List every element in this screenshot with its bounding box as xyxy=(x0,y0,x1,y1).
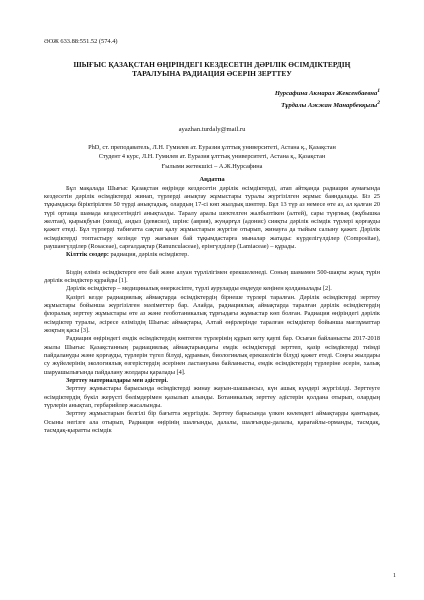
author-line xyxy=(44,99,380,111)
body-paragraph: Радиация өңіріндегі емдік өсімдіктердің көптеген түрлерінің құрып кету қаупі бар. Осыған байланысты 2017-2018 жылы Шығыс Қазақстанның радиациялық аймақтарындағы емдік өсімдіктерді зерттеп, қазір өсімдіктерді тиімді пайдалануды және қорғауды, түрлерін түгел білуді, құрамын, биологиялық ерекшелігін білуді қажет етеді. Соңғы жылдары су жүйелерінің экологиялық өзгерістердің әсерінен ластануына байланысты, емдік өсімдіктердің түрлеріне әсерін, халық шаруашылығында пайдалану жолдары қаралады [4]. xyxy=(44,335,380,376)
author-sup: 1 xyxy=(377,88,380,95)
paper-title xyxy=(44,60,380,78)
author-name: Нурсафина Акмарал Жексенбаевна xyxy=(274,90,378,98)
methods-heading: Зерттеу материалдары мен әдістері. xyxy=(66,377,168,385)
body-paragraph: Қазіргі кезде радиациялық аймақтарда өсімдіктердің бірнеше түрлері таралған. Дәрілік өсімдіктерді зерттеу жұмыстары бойынша жүргізілген мәліметтер бар. Алайда, радиациялық аймақтарда таралған дәрілік өсімдіктердің флоралық зерттеу жұмыстары өте аз және геоботаникалық тұрғыдағы жұмыстар көп болған. Радиация өңіріндегі дәрілік өсімдіктер туралы, әсіресе еліміздің Шығыс аймақтары, Алтай өңірлерінде таралған өсімдіктер бойынша мағлұматтар жоқтың қасы [3]. xyxy=(44,293,380,334)
title-line: ШЫҒЫС ҚАЗАҚСТАН ӨҢІРІНДЕГІ КЕЗДЕСЕТІН ДӘРІЛІК ӨСІМДІКТЕРДІҢ xyxy=(73,60,351,69)
keywords-text: радиация, дәрілік өсімдіктер. xyxy=(108,251,189,259)
title-line: ТАРАЛУЫНА РАДИАЦИЯ ӘСЕРІН ЗЕРТТЕУ xyxy=(132,69,292,79)
page-number: 1 xyxy=(393,573,396,579)
affiliation-line: Студент 4 курс, Л.Н. Гумилев ат. Еуразия ұлттық университеті, Астана қ., Қазақстан xyxy=(98,153,326,161)
body-paragraph: Дәрілік өсімдіктер – медициналық өнеркәсіпте, түрлі ауруларды емдеуде кеңінен қолданылады [2]. xyxy=(66,285,332,293)
author-list xyxy=(44,87,380,110)
abstract-heading: Аңдатпа xyxy=(199,176,225,183)
keywords-label: Кілттік сөздер: xyxy=(66,251,109,259)
affiliations xyxy=(44,143,380,171)
author-name: Тұрдалы Ажжан Манарбекқызы xyxy=(281,102,378,110)
body-paragraph: Зерттеу жұмыстарын белгілі бір бағытта жүргіздік. Зерттеу барысында үлкен көлемдегі аймақтарды қамтыдық. Осыны негізге ала отырып, Радиация өңірінің шалғынды, далалы, шалғынды-далалы, қарағайлы-орманды, тасмдақ, тасмдақ-қыратты өсімдік xyxy=(44,410,380,435)
author-email: ayazhan.turdaly@mail.ru xyxy=(178,125,246,133)
affiliation-line: PhD, ст. преподаватель, Л.Н. Гумилев ат. Еуразия ұлттық университеті, Астана қ., Қазақстан xyxy=(88,143,336,151)
body-paragraph: Зерттеу жұмыстары барысында өсімдіктерді жинау жауын-шашынсыз, күн ашық күндері жүргізілді. Зерттеуге өсімдіктердің бүкіл жерүсті бөлімдерімен қазылып алынды. Ботаникалық зерттеу әдістерін қолдана отырып, олардың түрлерін анықтап, гербарийлер жасалынды. xyxy=(44,385,380,410)
udk-code: ӘОЖ 633.88:551.52 (574.4) xyxy=(44,38,118,45)
section-gap xyxy=(44,260,380,269)
author-sup: 2 xyxy=(377,100,380,107)
author-line xyxy=(44,87,380,99)
affiliation-line: Ғылыми жетекшісі – А.Ж.Нурсафина xyxy=(161,162,263,170)
keywords xyxy=(44,251,380,259)
abstract-text: Бұл мақалада Шығыс Қазақстан өңірінде кездесетін дәрілік өсімдіктерді, атап айтқанда радиация аумағында кездесетін дәрілік өсімдіктерді жинап, түрлерді анықтау жұмыстары туралы жүргізілген жұмыс баяндалады. Біз 25 тұқымдасқа біріктірілген 50 түрді анықтадық, олардың 17-сі көп жылдық шөптер. Бұл 13 түр аз немесе өте аз, ал қалған 20 түрі ортаща шамада кездесетіндігі анықталды. Таралу аралы шектелген жалбызтікен (алтей), сары түңгиық (жұбышка желтая), қырықбуын (хвощ), андыз (девясил), шрінс (аврия), жуңарғұл (адонис) сияқты дәрілік өсімдік түрлері қорғауды қажет етеді. Бұл түрлерді табиғатта сақтап қалу жұмыстарын жүргізе отырып, жинауға да тыйым салыну қажет. Дәрілік өсімдіктерді топтастыру кезінде түр жағынан бай тұқымдастарға мыналар жатады: күрделігүлділер (Compositae), раушангүлділер (Rosaceae), сарғалдақтар (Ranunculaceae), ерінгүлділер (Lamiaceae) – құрады. xyxy=(44,184,380,250)
body-paragraph: Біздің еліміз өсімдіктерге өте бай және алуан түрлілігімен ерекшеленеді. Соның шамамен 500-шақты жуық түрін дәрілік өсімдіктер құрайды [1]. xyxy=(44,268,380,284)
